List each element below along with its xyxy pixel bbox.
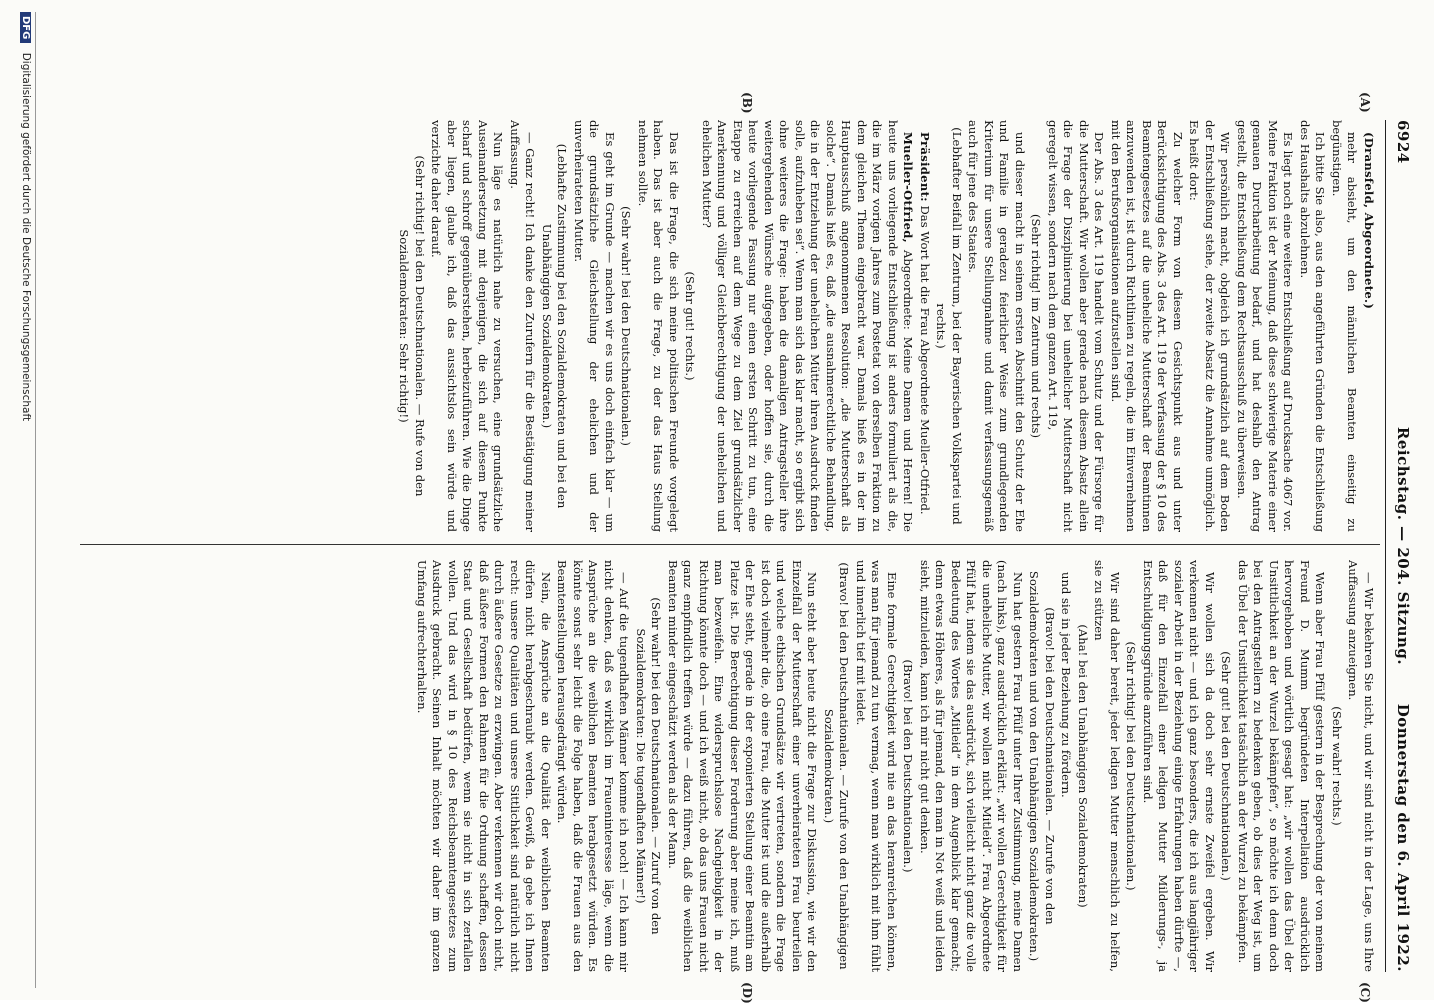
paragraph-text: (Sehr richtig! im Zentrum und rechts) <box>1029 213 1044 439</box>
paragraph-text: (Bravo! bei den Deutschnationalen. — Zurufe von den Sozialdemokraten und von den Unabhängigen Sozialdemokraten.) <box>1027 570 1057 962</box>
paragraph <box>1028 120 1044 532</box>
paragraph-text: (Bravo! bei den Deutschnationalen. — Zurufe von den Unabhängigen Sozialdemokraten.) <box>822 562 852 970</box>
paragraph-text: (Sehr richtig! bei den Deutschnationalen. — Rufe von den Sozialdemokraten: Sehr richtig!) <box>397 155 427 497</box>
paragraph-text: Nun steht aber heute nicht die Frage zur Diskussion, wie wir den Einzelfall der Mutterschaft einer unverheirateten Frau beurteilen und welche ethischen Grundsätze wir vertreten, sondern die Frage ist doch vielmehr die, ob eine Frau, die Mutter ist und die außerhalb der Ehe steht, gerade in der exponierten Stellung einer Beamtin am Platze ist. Die Berechtigung dieser Forderung aber meine ich, muß man bezweifeln. Eine widerspruchslose Nachgiebigkeit in der Richtung könnte doch — und ich weiß nicht, ob das uns Frauen nicht ganz empfindlich treffen würde — dazu führen, daß die weiblichen Beamten minder eingeschätzt werden als der Mann. <box>666 560 820 972</box>
paragraph <box>1026 560 1057 972</box>
paragraph <box>1235 560 1328 972</box>
paragraph-text: (Bravo! bei den Deutschnationalen.) <box>901 659 916 873</box>
footer-text: Digitalisierung gefördert durch die Deutsche Forschungsgemeinschaft <box>20 52 32 422</box>
paragraph <box>1329 120 1360 532</box>
header-date: Donnerstag den 6. April 1922. <box>1394 703 1412 972</box>
paragraph-text: (Lebhafter Beifall im Zentrum, bei der Bayerischen Volkspartei und rechts.) <box>934 127 964 525</box>
paragraph-text: — Ganz recht! Ich danke den Zurufern für die Bestätigung meiner Auffassung. <box>508 120 538 532</box>
paragraph-text: Es liegt noch eine weitere Entschließung auf Drucksache 4067 vor. Meine Fraktion ist der Meinung, daß diese schwierige Materie einer genauen Durcharbeitung bedarf, und hat deshalb den Antrag gestellt, die Entschließung dem Rechtsausschuß zu überweisen. <box>1235 120 1296 532</box>
speaker-name: Mueller-Otfried, <box>901 132 916 244</box>
paragraph <box>414 560 554 972</box>
left-column <box>86 120 1376 532</box>
paragraph-text: (Sehr gut! rechts.) <box>683 271 698 381</box>
margin-label-b: (B) <box>740 92 754 114</box>
paragraph-text: Es geht im Grunde — machen wir es uns doch einfach klar — um die grundsätzliche Gleichstellung der ehelichen und der unverheirateten Mutter. <box>572 120 617 532</box>
paragraph-text: Eine formale Gerechtigkeit wird nie an das heranreichen können, was man für jemand zu tun vermag, wenn man wirklich mit ihm fühlt und innerlich tief mit leidet. <box>854 560 899 972</box>
right-column <box>86 560 1376 972</box>
paragraph <box>1123 560 1139 972</box>
paragraph-text: Abgeordnete: Meine Damen und Herren! Die heute uns vorliegende Entschließung ist anders formuliert als die, die im März vorigen Jahres zum Postetat von derselben Fraktion zu dem gleichen Thema eingebracht war. Damals hieß es in der im Hauptausschuß angenommenen Resolution: „die Mutterschaft als solche“. Damals hieß es, daß „die ausnahmerechtliche Behandlung, die in der Entziehung der unehelichen Mütter ihren Ausdruck finden solle, aufzuheben sei“. Wenn man sich das klar macht, so ergibt sich ohne weiteres die Frage: haben die damaligen Antragsteller ihre weitergehenden Wünsche aufgegeben, oder hoffen sie, durch die heute vorliegende Fassung nur einen ersten Schritt zu tun, eine Etappe zu erreichen auf dem Wege zu dem Ziel grundsätzlicher Anerkennung und völliger Gleichberechtigung der unehelichen und ehelichen Mutter? <box>700 120 916 532</box>
paragraph-text: Das ist die Frage, die sich meine politischen Freunde vorgelegt haben. Das ist aber auch die Frage, zu der das Haus Stellung nehmen sollte. <box>636 120 681 532</box>
paragraph-text: Nun hat gestern Frau Pfülf unter Ihrer Zustimmung, meine Damen (nach links), ganz ausdrücklich erklärt: „wir wollen Gerechtigkeit für die uneheliche Mutter, wir wollen nicht Mitleid“. Frau Abgeordnete Pfülf hat, indem sie das ausdrückt, sich vielleicht nicht ganz die volle Bedeutung des Wortes „Mitleid“ in dem Augenblick klar gemacht; denn etwas Höheres, als für jemand, den man in Not weiß und leiden sieht, mitzuleiden, kann ich mir nicht gut denken. <box>918 560 1025 972</box>
paragraph <box>618 120 634 532</box>
paragraph <box>633 560 664 972</box>
paragraph-text: — Auf die tugendhaften Männer komme ich noch! — Ich kann mir nicht denken, daß es wirklich im Fraueninteresse läge, wenn die Ansprüche an die weiblichen Beamten herabgesetzt würden. Es könnte sonst sehr leicht die Folge haben, daß die Frauen aus den Beamtenstellungen herausgedrängt würden. <box>555 560 632 972</box>
paragraph <box>1297 120 1328 532</box>
paragraph <box>1218 560 1234 972</box>
paragraph <box>965 120 1027 532</box>
paragraph-text: (Aha! bei den Unabhängigen Sozialdemokraten) <box>1076 624 1090 908</box>
paragraph-text: und dieser macht in seinem ersten Abschnitt den Schutz der Ehe und Familie in geradezu feierlicher Weise zum grundlegenden Kriterium für unsere Stellungnahme und damit verfassungsgemäß auch für jene des Staates. <box>966 120 1027 532</box>
paragraph <box>1361 120 1377 532</box>
paragraph <box>1045 120 1107 532</box>
paragraph-text: Ich bitte Sie also, aus den angeführten Gründen die Entschließung des Haushalts abzulehnen. <box>1298 120 1328 532</box>
paragraph <box>853 560 900 972</box>
paragraph <box>1186 120 1233 532</box>
page-footer <box>20 12 36 988</box>
paragraph-text: Der Abs. 3 des Art. 119 handelt vom Schutz und der Fürsorge für die Mutterschaft. Wir wollen aber gerade nach diesem Absatz allein die Frage der Disziplinierung bei unehelicher Mutterschaft nicht geregelt wissen, sondern nach dem ganzen Art. 119, <box>1046 120 1107 532</box>
paragraph-text: (Sehr gut! bei den Deutschnationalen.) <box>1219 651 1234 881</box>
dfg-logo: DFG <box>20 12 31 43</box>
paragraph-text: mehr absieht, um den männlichen Beamten einseitig zu begünstigen. <box>1330 120 1360 532</box>
paragraph <box>1329 560 1345 972</box>
paragraph <box>900 560 916 972</box>
paragraph <box>428 120 506 532</box>
paragraph <box>1345 560 1376 972</box>
paragraph <box>699 120 916 532</box>
paragraph <box>917 560 1026 972</box>
paragraph <box>682 120 698 532</box>
page-header <box>1385 120 1416 972</box>
paragraph <box>1075 560 1091 972</box>
paragraph <box>821 560 852 972</box>
paragraph-text: Nein, die Ansprüche an die Qualität der weiblichen Beamten dürfen nicht herabgeschraubt werden. Gewiß, da gebe ich Ihnen recht: unsere Qualitäten und unsere Sittlichkeit sind natürlich nicht durch äußere Gesetze zu erzwingen. Aber verkennen wir doch nicht, daß äußere Formen den Rahmen für die Ordnung schaffen, dessen Staat und Gesellschaft bedürfen, wenn sie nicht in sich zerfallen wollen. Und das wird in § 10 des Reichsbeamtengesetzes zum Ausdruck gebracht. Seinen Inhalt möchten wir daher im ganzen Umfang aufrechterhalten. <box>415 560 553 972</box>
page-number: 6924 <box>1394 120 1412 164</box>
paragraph-text: — Wir bekehren Sie nicht, und wir sind nicht in der Lage, uns Ihre Auffassung anzueignen. <box>1346 560 1376 972</box>
paragraph <box>1234 120 1296 532</box>
paragraph-text: Wir wollen sich da doch sehr ernste Zweifel ergeben. Wir verkennen nicht — und ich ganz besonders, die ich aus langjähriger sozialer Arbeit in der Beziehung einige Erfahrungen haben dürfte —, daß für den Einzelfall einer ledigen Mutter Milderungs-, ja Entschuldigungsgründe anzuführen sind. <box>1141 560 1217 972</box>
speaker-name: Präsident: <box>918 132 932 202</box>
paragraph-text: (Sehr wahr! bei den Deutschnationalen.) <box>619 206 634 446</box>
paragraph <box>1140 560 1218 972</box>
paragraph-text: (Lebhafte Zustimmung bei den Sozialdemokraten und bei den Unabhängigen Sozialdemokraten.) <box>540 143 570 509</box>
paragraph <box>635 120 682 532</box>
paragraph <box>1108 120 1186 532</box>
paragraph <box>396 120 427 532</box>
paragraph <box>665 560 820 972</box>
paragraph <box>539 120 570 532</box>
margin-label-a: (A) <box>1358 92 1372 113</box>
paragraph-text: Wir sind daher bereit, jeder ledigen Mutter menschlich zu helfen, sie zu stützen <box>1092 560 1122 972</box>
paragraph <box>917 120 933 532</box>
header-title: Reichstag. — 204. Sitzung. <box>1394 426 1412 666</box>
paragraph-text: Zu welcher Form von diesem Gesichtspunkt aus und unter Berücksichtigung des Abs. 3 des Art. 119 der Verfassung der § 10 des Beamtengesetzes auf die uneheliche Mutterschaft der Beamtinnen anzuwenden ist, ist durch Richtlinien zu regeln, die im Einvernehmen mit den Berufsorganisationen aufzustellen sind. <box>1109 120 1185 532</box>
paragraph-text: (Sehr richtig! bei den Deutschnationalen.) <box>1124 641 1139 891</box>
speaker-name: (Dransfeld, Abgeordnete.) <box>1362 132 1376 310</box>
paragraph <box>1091 560 1122 972</box>
margin-label-c: (C) <box>1358 982 1372 1003</box>
paragraph-text: Wir persönlich macht, obgleich ich grundsätzlich auf dem Boden der Entschließung stehe, der zweite Absatz die Annahme unmöglich. Es heißt dort: <box>1187 120 1233 532</box>
paragraph-text: Nun läge es natürlich nahe zu versuchen, eine grundsätzliche Auseinandersetzung mit denjenigen, die sich auf diesem Punkte scharf und schroff gegenüberstehen, herbeizuführen. Wie die Dinge aber liegen, glaube ich, daß das aussichtslos sein würde und verzichte daher darauf. <box>429 120 506 532</box>
paragraph <box>554 560 632 972</box>
paragraph <box>1058 560 1074 972</box>
paragraph <box>507 120 538 532</box>
paragraph-text: Das Wort hat die Frau Abgeordnete Mueller-Otfried. <box>918 205 932 515</box>
paragraph <box>933 120 964 532</box>
column-divider <box>80 544 1380 545</box>
paragraph-text: und sie in jeder Beziehung zu fördern. <box>1059 572 1074 798</box>
paragraph-text: Wenn aber Frau Pfülf gestern in der Besprechung der von meinem Freund D. Mumm begründeten Interpellation ausdrücklich hervorgehoben und wörtlich gesagt hat: „wir wollen das Übel der Unsittlichkeit an der Wurzel bekämpfen“, so möchte ich denn doch bei den Antragstellern zu bedenken geben, ob dies der Weg ist, um das Übel der Unsittlichkeit tatsächlich an der Wurzel zu bekämpfen. <box>1236 560 1328 972</box>
paragraph-text: (Sehr wahr! bei den Deutschnationalen. — Zuruf von den Sozialdemokraten: Die tugendhaften Männer!) <box>634 597 664 935</box>
margin-label-d: (D) <box>740 982 754 1004</box>
paragraph <box>571 120 618 532</box>
paragraph-text: (Sehr wahr! rechts.) <box>1330 706 1344 826</box>
